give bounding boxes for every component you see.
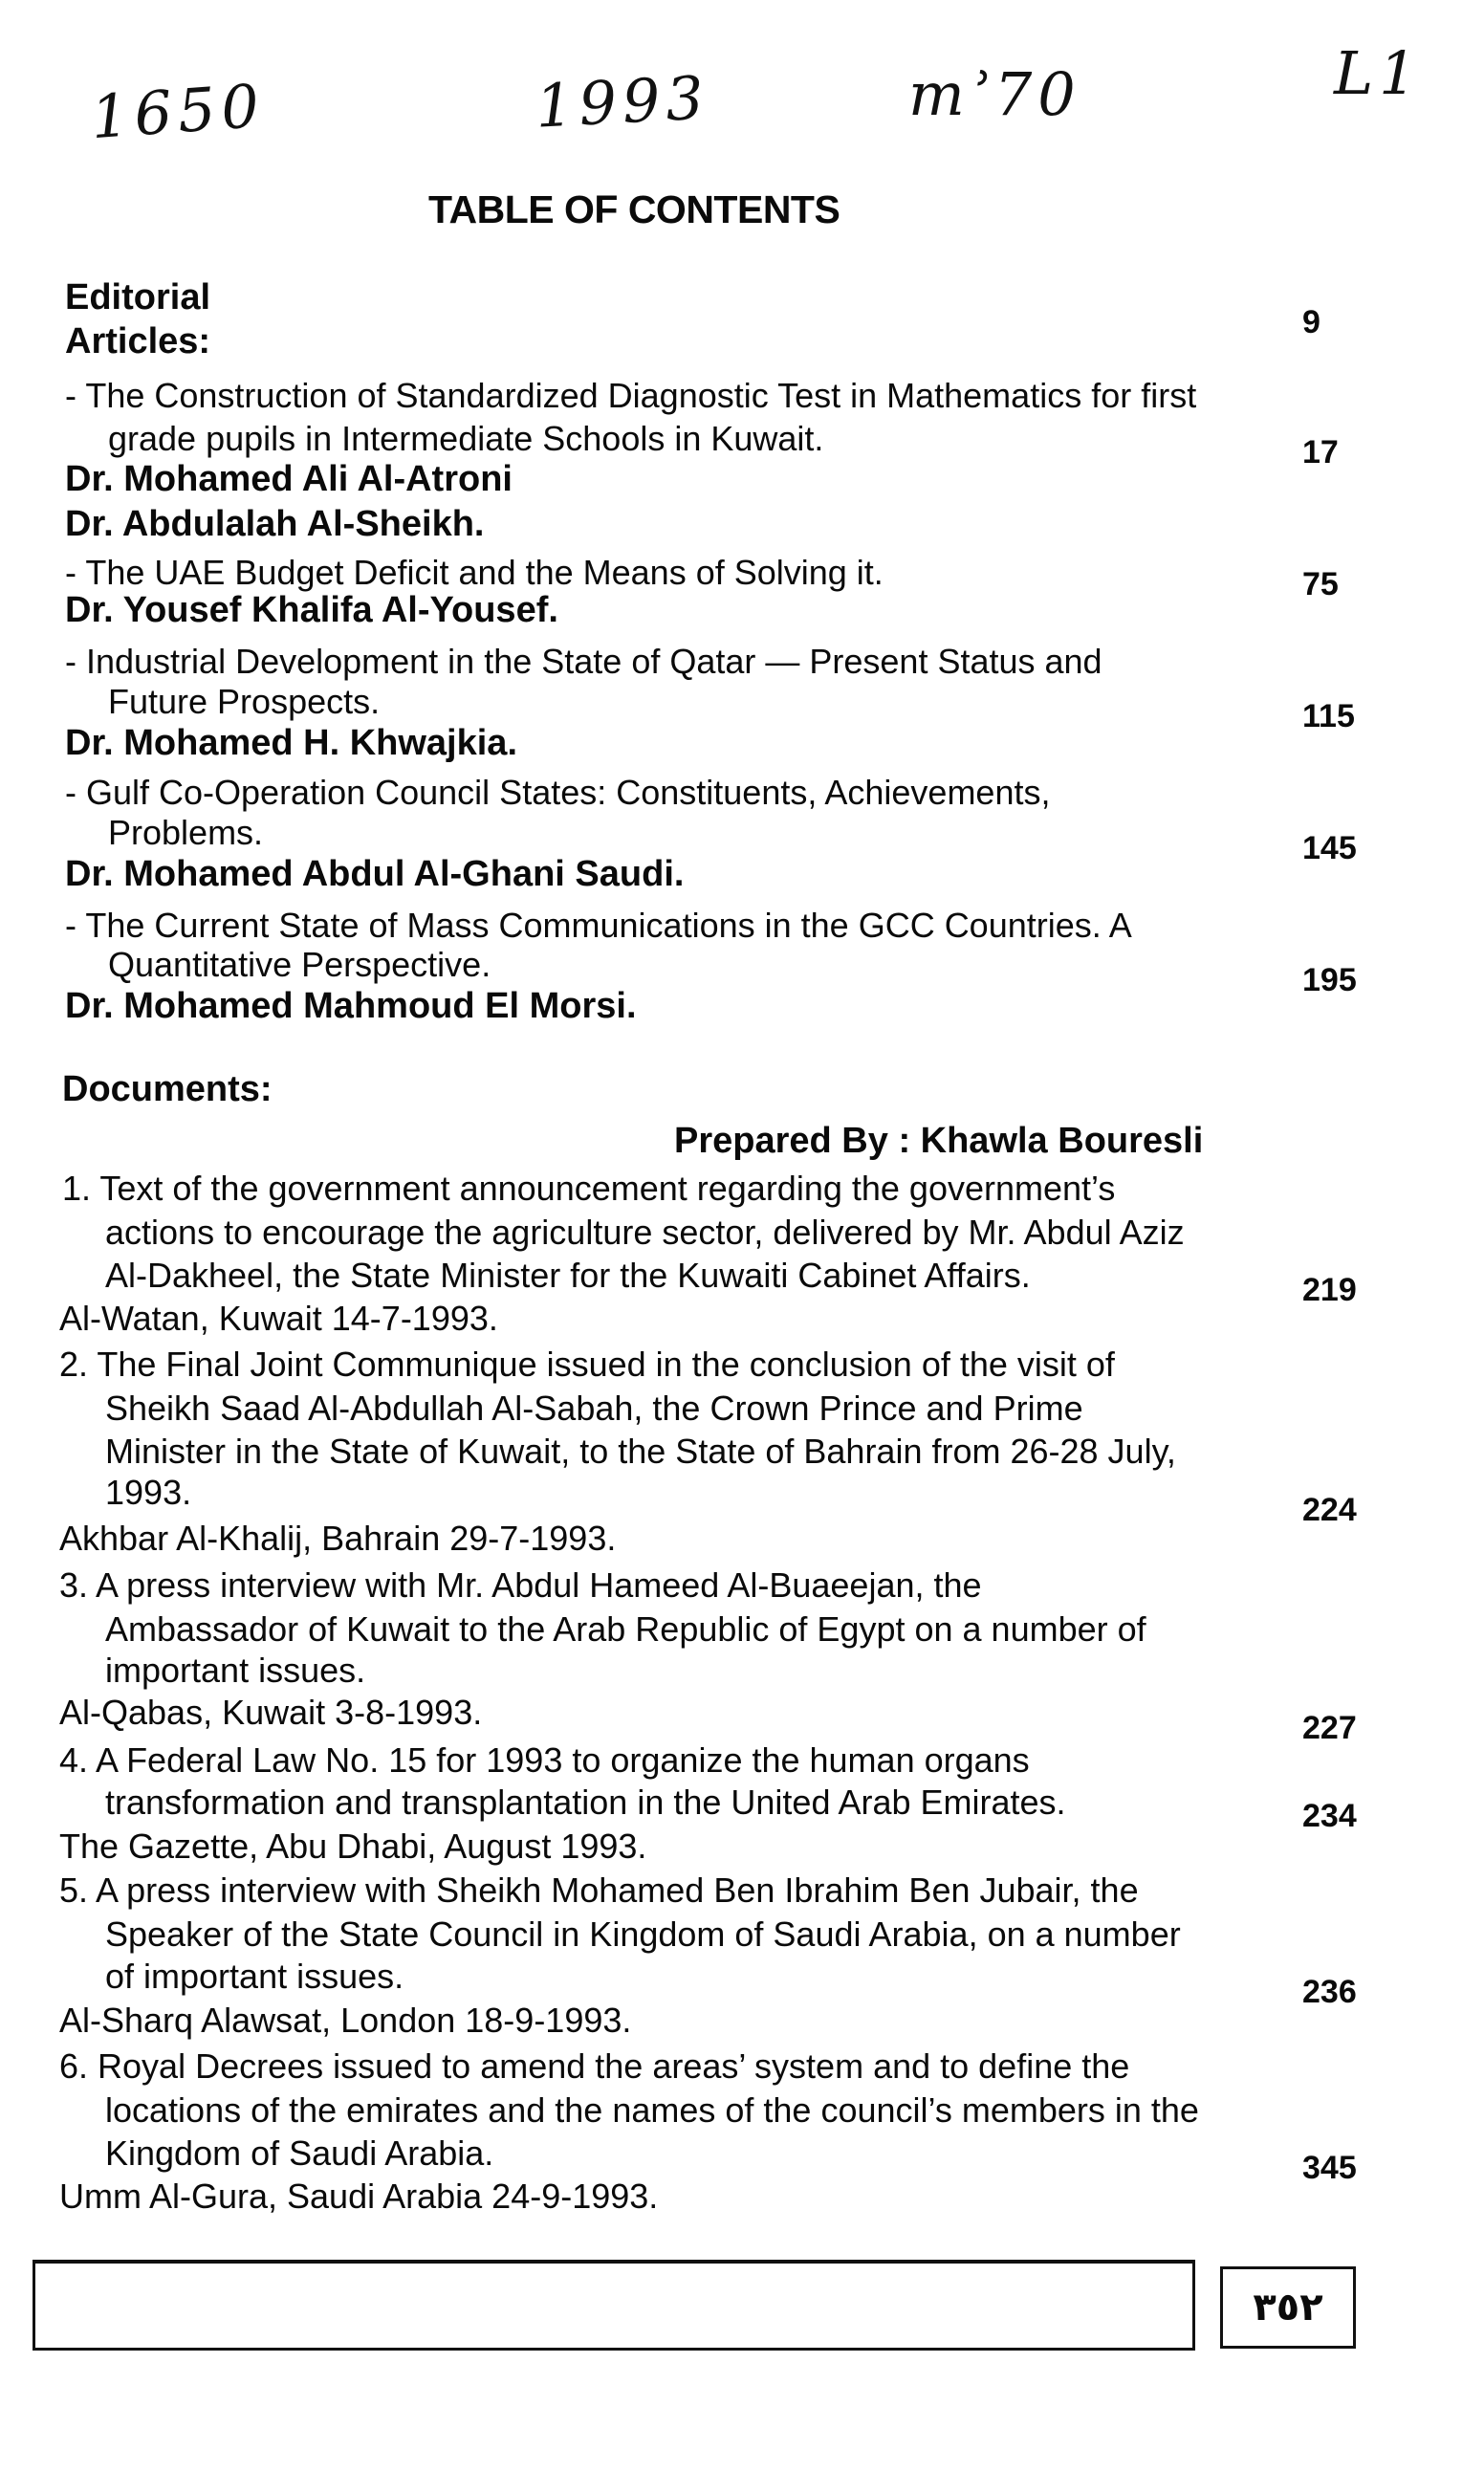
article-title: - The Current State of Mass Communications in the GCC Countries. A	[65, 906, 1132, 945]
handwritten-note: 1650	[88, 70, 268, 153]
document-source: Al-Sharq Alawsat, London 18-9-1993.	[59, 2001, 632, 2040]
article-title: - The Construction of Standardized Diagnostic Test in Mathematics for first	[65, 376, 1197, 415]
document-source: The Gazette, Abu Dhabi, August 1993.	[59, 1827, 647, 1866]
page-title: TABLE OF CONTENTS	[428, 187, 840, 231]
document-title: 2. The Final Joint Communique issued in the conclusion of the visit of	[59, 1345, 1115, 1384]
document-title: 6. Royal Decrees issued to amend the areas’ system and to define the	[59, 2046, 1130, 2086]
section-heading-articles: Articles:	[65, 321, 211, 361]
page-number: 17	[1302, 434, 1339, 470]
page-number: 227	[1302, 1710, 1357, 1746]
article-title: Future Prospects.	[108, 682, 381, 721]
article-title: - Gulf Co-Operation Council States: Constituents, Achievements,	[65, 773, 1051, 812]
page-number: 345	[1302, 2150, 1357, 2186]
document-title: 5. A press interview with Sheikh Mohamed Ben Ibrahim Ben Jubair, the	[59, 1870, 1139, 1910]
document-title: 4. A Federal Law No. 15 for 1993 to organize the human organs	[59, 1740, 1030, 1780]
page-number: 75	[1302, 566, 1339, 602]
page-number: 9	[1302, 304, 1320, 340]
article-author: Dr. Abdulalah Al-Sheikh.	[65, 504, 485, 544]
page-number: 115	[1302, 698, 1355, 734]
document-title: Speaker of the State Council in Kingdom of Saudi Arabia, on a number	[105, 1914, 1181, 1954]
document-title: Minister in the State of Kuwait, to the State of Bahrain from 26-28 July,	[105, 1432, 1176, 1471]
article-title: - Industrial Development in the State of Qatar — Present Status and	[65, 642, 1102, 681]
article-author: Dr. Mohamed Ali Al-Atroni	[65, 459, 513, 499]
article-title: Problems.	[108, 813, 264, 852]
page-number: 224	[1302, 1492, 1357, 1528]
document-title: actions to encourage the agriculture sector, delivered by Mr. Abdul Aziz	[105, 1213, 1185, 1252]
handwritten-note: 1993	[534, 62, 711, 142]
document-title: transformation and transplantation in the United Arab Emirates.	[105, 1783, 1066, 1822]
article-title: Quantitative Perspective.	[108, 945, 491, 984]
document-title: important issues.	[105, 1651, 366, 1690]
document-title: 1993.	[105, 1473, 192, 1512]
document-title: locations of the emirates and the names of the council’s members in the	[105, 2090, 1199, 2130]
article-author: Dr. Mohamed Abdul Al-Ghani Saudi.	[65, 854, 685, 894]
document-title: Al-Dakheel, the State Minister for the Kuwaiti Cabinet Affairs.	[105, 1256, 1031, 1295]
document-title: Ambassador of Kuwait to the Arab Republic of Egypt on a number of	[105, 1609, 1146, 1649]
article-author: Dr. Mohamed Mahmoud El Morsi.	[65, 986, 637, 1026]
page-number: 195	[1302, 962, 1357, 998]
article-author: Dr. Mohamed H. Khwajkia.	[65, 723, 517, 763]
footer-page-number: ٣٥٢	[1220, 2266, 1356, 2349]
handwritten-note: mʾ70	[908, 59, 1081, 129]
page-number: 145	[1302, 830, 1357, 866]
document-title: Kingdom of Saudi Arabia.	[105, 2133, 494, 2173]
article-title: - The UAE Budget Deficit and the Means of Solving it.	[65, 553, 884, 592]
handwritten-note: L1	[1334, 38, 1423, 108]
document-title: of important issues.	[105, 1957, 404, 1996]
document-source: Akhbar Al-Khalij, Bahrain 29-7-1993.	[59, 1519, 617, 1558]
document-source: Al-Qabas, Kuwait 3-8-1993.	[59, 1693, 483, 1732]
article-author: Dr. Yousef Khalifa Al-Yousef.	[65, 590, 558, 630]
document-source: Umm Al-Gura, Saudi Arabia 24-9-1993.	[59, 2177, 659, 2216]
footer-frame	[33, 2260, 1195, 2351]
prepared-by: Prepared By : Khawla Bouresli	[674, 1121, 1204, 1161]
document-source: Al-Watan, Kuwait 14-7-1993.	[59, 1299, 498, 1338]
section-heading-editorial: Editorial	[65, 277, 211, 317]
section-heading-documents: Documents:	[62, 1069, 273, 1109]
document-title: Sheikh Saad Al-Abdullah Al-Sabah, the Crown Prince and Prime	[105, 1389, 1083, 1428]
article-title: grade pupils in Intermediate Schools in Kuwait.	[108, 419, 824, 458]
page-number: 219	[1302, 1272, 1357, 1308]
document-title: 1. Text of the government announcement regarding the government’s	[62, 1169, 1116, 1208]
page-number: 234	[1302, 1798, 1357, 1834]
document-title: 3. A press interview with Mr. Abdul Hameed Al-Buaeejan, the	[59, 1565, 982, 1605]
page-number: 236	[1302, 1974, 1357, 2010]
